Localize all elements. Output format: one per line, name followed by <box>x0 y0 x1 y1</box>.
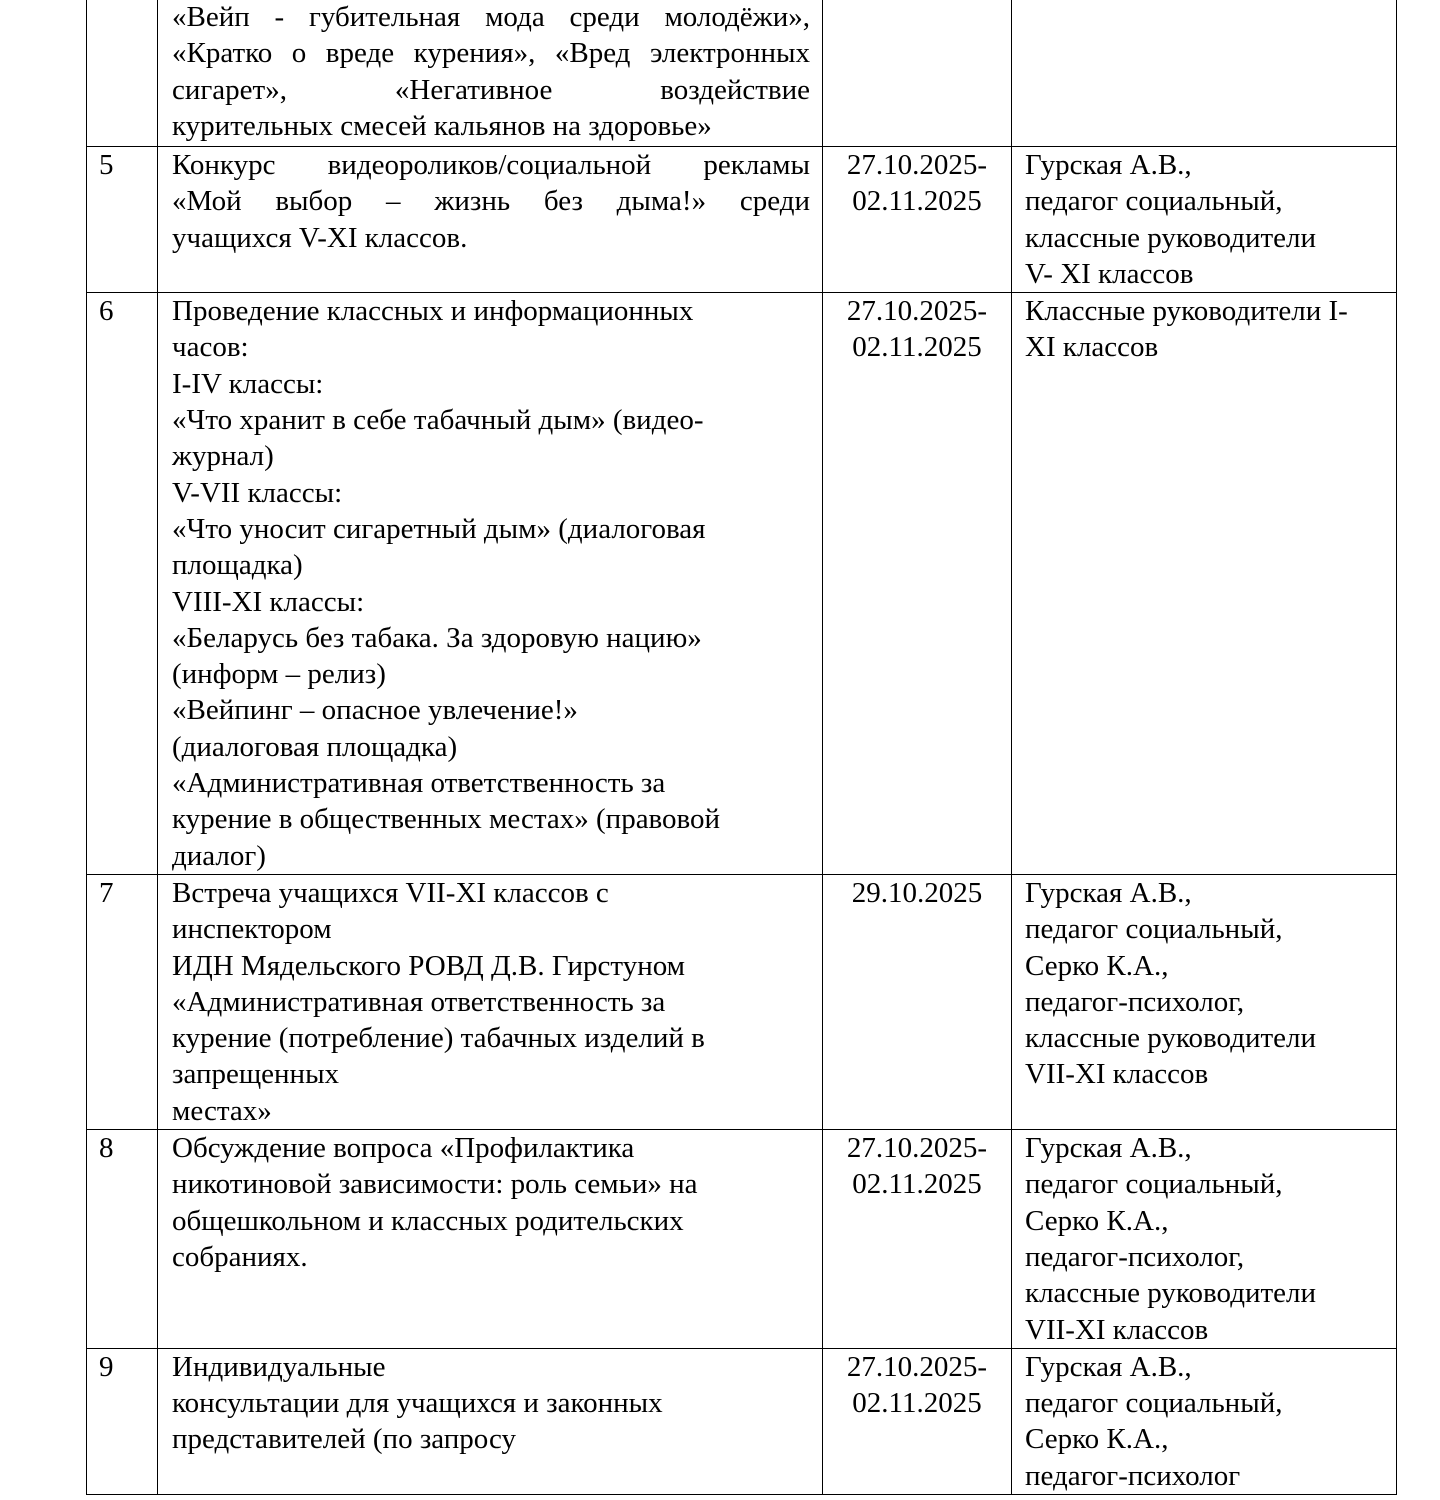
responsible-line: Гурская А.В., <box>1025 1132 1192 1165</box>
date-line: 27.10.2025- <box>846 1350 988 1383</box>
row-date <box>823 1130 1012 1349</box>
description-line: «Что хранит в себе табачный дым» (видео- <box>172 404 704 437</box>
row-responsible <box>1012 293 1397 875</box>
description-line: «Административная ответственность за <box>172 985 666 1018</box>
row-number: 5 <box>87 147 158 293</box>
row-description <box>158 293 823 875</box>
responsible-line: XI классов <box>1025 331 1159 364</box>
responsible-line: педагог социальный, <box>1025 913 1283 946</box>
row-date <box>823 1348 1012 1494</box>
description-line: собраниях. <box>172 1240 308 1273</box>
row-number: 7 <box>87 874 158 1129</box>
row-date <box>823 0 1012 147</box>
description-line: Обсуждение вопроса «Профилактика <box>172 1132 635 1165</box>
description-line: Встреча учащихся VII-XI классов с <box>172 876 609 909</box>
description-line: курение (потребление) табачных изделий в <box>172 1022 705 1055</box>
responsible-line: Серко К.А., <box>1025 1204 1169 1237</box>
description-line: никотиновой зависимости: роль семьи» на <box>172 1168 698 1201</box>
events-table <box>86 0 1397 1495</box>
responsible-line: педагог-психолог <box>1025 1459 1241 1492</box>
description-line: местах» <box>172 1094 272 1127</box>
responsible-line: классные руководители <box>1025 1022 1317 1055</box>
description-line: консультации для учащихся и законных <box>172 1387 663 1420</box>
description-line: «Что уносит сигаретный дым» (диалоговая <box>172 512 706 545</box>
row-responsible <box>1012 874 1397 1129</box>
table-row <box>87 293 1397 875</box>
date-line: 29.10.2025 <box>851 876 983 909</box>
description-line: «Вейп - губительная мода среди молодёжи», <box>172 1 810 33</box>
description-line: I-IV классы: <box>172 367 324 400</box>
description-line: часов: <box>172 331 249 364</box>
table-row <box>87 1130 1397 1349</box>
row-number: 6 <box>87 293 158 875</box>
description-line: Конкурс видеороликов/социальной рекламы <box>172 149 810 181</box>
responsible-line: педагог социальный, <box>1025 1168 1283 1201</box>
row-responsible <box>1012 0 1397 147</box>
responsible-line: педагог-психолог, <box>1025 985 1245 1018</box>
description-line: «Мой выбор – жизнь без дыма!» среди <box>172 185 810 218</box>
row-responsible <box>1012 1130 1397 1349</box>
description-line: (диалоговая площадка) <box>172 730 458 763</box>
date-line: 02.11.2025 <box>852 1387 982 1420</box>
responsible-line: педагог социальный, <box>1025 185 1283 218</box>
description-line: инспектором <box>172 913 332 946</box>
row-responsible <box>1012 1348 1397 1494</box>
table-row <box>87 147 1397 293</box>
responsible-line: Гурская А.В., <box>1025 876 1192 909</box>
row-date <box>823 293 1012 875</box>
table-row <box>87 1348 1397 1494</box>
description-line: учащихся V-XI классов. <box>172 221 468 254</box>
date-line: 02.11.2025 <box>852 331 982 364</box>
date-line: 27.10.2025- <box>846 295 988 328</box>
row-description <box>158 1348 823 1494</box>
row-description <box>158 1130 823 1349</box>
date-line: 02.11.2025 <box>852 185 982 218</box>
description-line: курение в общественных местах» (правовой <box>172 803 721 836</box>
row-date <box>823 874 1012 1129</box>
row-number <box>87 0 158 147</box>
row-date <box>823 147 1012 293</box>
responsible-line: Классные руководители I- <box>1025 295 1348 328</box>
description-line: представителей (по запросу <box>172 1423 517 1456</box>
date-line: 27.10.2025- <box>846 1132 988 1165</box>
row-number: 9 <box>87 1348 158 1494</box>
responsible-line: классные руководители <box>1025 1277 1317 1310</box>
description-line: «Беларусь без табака. За здоровую нацию» <box>172 621 702 654</box>
description-line: «Вейпинг – опасное увлечение!» <box>172 694 578 727</box>
responsible-line: Серко К.А., <box>1025 949 1169 982</box>
row-responsible <box>1012 147 1397 293</box>
responsible-line: VII-XI классов <box>1025 1313 1209 1346</box>
responsible-line: педагог-психолог, <box>1025 1240 1245 1273</box>
date-line: 02.11.2025 <box>852 1168 982 1201</box>
description-line: (информ – релиз) <box>172 658 386 691</box>
description-line: журнал) <box>172 440 274 473</box>
responsible-line: Серко К.А., <box>1025 1423 1169 1456</box>
date-line: 27.10.2025- <box>846 149 988 181</box>
description-line: V-VII классы: <box>172 476 343 509</box>
table-row <box>87 0 1397 147</box>
description-line: Проведение классных и информационных <box>172 295 694 328</box>
description-line: VIII-XI классы: <box>172 585 365 618</box>
description-line: курительных смесей кальянов на здоровье» <box>172 109 712 142</box>
description-line: запрещенных <box>172 1058 340 1091</box>
row-description <box>158 147 823 293</box>
description-line: общешкольном и классных родительских <box>172 1204 684 1237</box>
responsible-line: VII-XI классов <box>1025 1058 1209 1091</box>
table-row <box>87 874 1397 1129</box>
description-line: «Кратко о вреде курения», «Вред электронных <box>172 37 810 70</box>
description-line: площадка) <box>172 549 303 582</box>
description-line: «Административная ответственность за <box>172 767 666 800</box>
description-line: диалог) <box>172 839 266 872</box>
description-line: сигарет», «Негативное воздействие <box>172 73 810 106</box>
row-number: 8 <box>87 1130 158 1349</box>
row-description <box>158 874 823 1129</box>
description-line: ИДН Мядельского РОВД Д.В. Гирстуном <box>172 949 686 982</box>
responsible-line: Гурская А.В., <box>1025 149 1192 181</box>
responsible-line: Гурская А.В., <box>1025 1350 1192 1383</box>
responsible-line: педагог социальный, <box>1025 1387 1283 1420</box>
responsible-line: классные руководители <box>1025 221 1317 254</box>
description-line: Индивидуальные <box>172 1350 386 1383</box>
row-description <box>158 0 823 147</box>
responsible-line: V- XI классов <box>1025 257 1194 290</box>
